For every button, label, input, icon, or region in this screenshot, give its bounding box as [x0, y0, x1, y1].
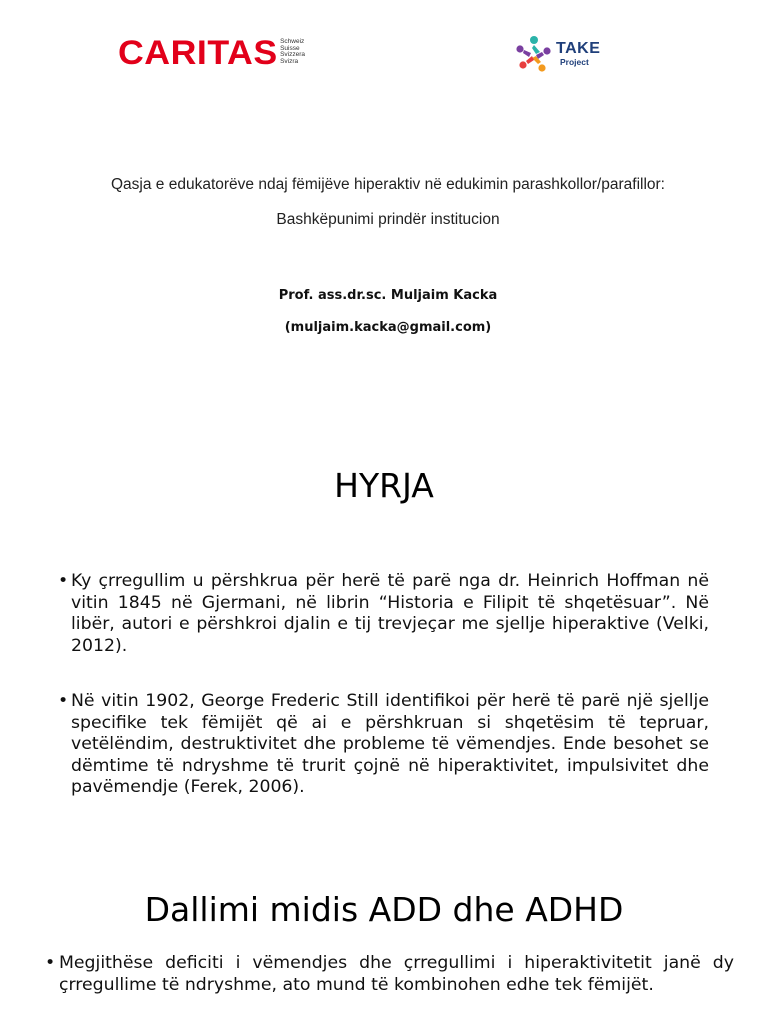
section-heading-add-adhd: Dallimi midis ADD dhe ADHD	[144, 890, 624, 929]
bullet-item: Megjithëse deficiti i vëmendjes dhe çrregullimi i hiperaktivitetit janë dy çrregullime të ndryshme, ato mund të kombinohen edhe tek fëmijët.	[59, 953, 734, 995]
presentation-subtitle-secondary: Bashkëpunimi prindër institucion	[276, 211, 500, 228]
take-people-icon	[514, 34, 554, 74]
presentation-subtitle: Qasja e edukatorëve ndaj fëmijëve hiperaktiv në edukimin parashkollor/parafillor:	[111, 176, 665, 193]
bullet-icon: •	[45, 953, 56, 973]
author-email: (muljaim.kacka@gmail.com)	[284, 320, 492, 335]
bullet-icon: •	[58, 691, 69, 711]
caritas-language: Schweiz	[280, 38, 305, 45]
bullet-item: Ky çrregullim u përshkrua për herë të parë nga dr. Heinrich Hoffman në vitin 1845 në Gjermani, në librin “Historia e Filipit të shqetësuar”. Në libër, autori e përshkroi djalin e tij trevjeçar me sjellje hiperaktive (Velki, 2012).	[71, 571, 709, 656]
take-text	[556, 41, 600, 67]
caritas-language: Svizra	[280, 57, 299, 65]
caritas-language: Suisse	[280, 44, 300, 52]
section-heading-hyrja: HYRJA	[334, 466, 434, 505]
caritas-languages	[280, 39, 305, 65]
take-project-logo	[514, 34, 600, 74]
author-name: Prof. ass.dr.sc. Muljaim Kacka	[278, 288, 498, 303]
take-title: TAKE	[556, 40, 601, 57]
take-subtitle: Project	[560, 57, 589, 67]
bullet-item: Në vitin 1902, George Frederic Still identifikoi për herë të parë një sjellje specifike tek fëmijët që ai e përshkruan si shqetësim të tepruar, vetëlëndim, destruktivitet dhe probleme të vëmendjes. Ende besohet se dëmtime të ndryshme të trurit çojnë në hiperaktivitet, impulsivitet dhe pavëmendje (Ferek, 2006).	[71, 691, 709, 797]
caritas-language: Svizzera	[280, 51, 306, 59]
bullet-icon: •	[58, 571, 69, 591]
caritas-wordmark: CARITAS	[118, 34, 278, 72]
caritas-logo	[118, 36, 305, 72]
